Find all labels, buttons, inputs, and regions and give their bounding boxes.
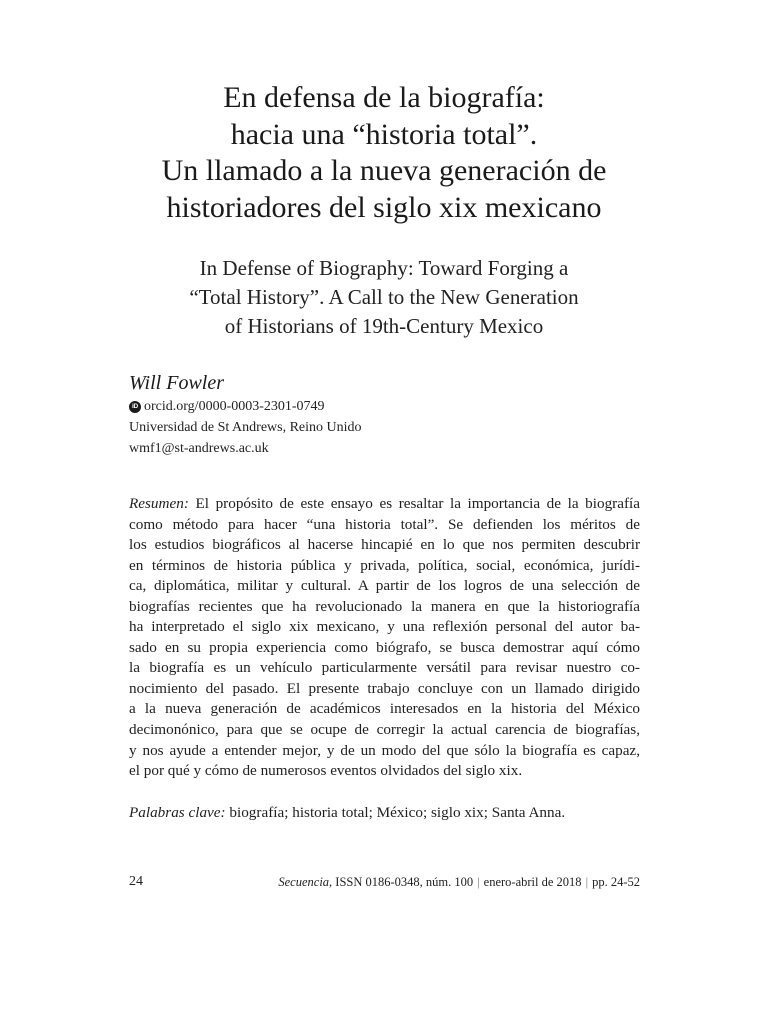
orcid-line[interactable] xyxy=(129,397,325,417)
abstract-line xyxy=(129,494,640,515)
spanish-title-line-1: En defensa de la biografía: xyxy=(223,81,545,114)
author-name: Will Fowler xyxy=(129,372,224,394)
abstract-line-text: El propósito de este ensayo es resaltar la importancia de la biografía xyxy=(188,495,640,512)
keywords-text: biografía; historia total; México; siglo xix; Santa Anna. xyxy=(225,804,566,821)
abstract-line: el por qué y cómo de numerosos eventos olvidados del siglo xix. xyxy=(129,762,523,780)
keywords-label: Palabras clave: xyxy=(129,804,226,821)
abstract xyxy=(129,494,640,782)
abstract-line: en términos de historia pública y privada, política, social, económica, jurídi- xyxy=(129,556,640,574)
abstract-line: decimonónico, para que se ocupe de corregir la actual carencia de biografías, xyxy=(129,721,640,739)
journal-date: enero-abril de 2018 xyxy=(483,875,582,889)
journal-name: Secuencia xyxy=(278,875,330,889)
orcid-icon: iD xyxy=(129,401,141,413)
english-title-line-1: In Defense of Biography: Toward Forging a xyxy=(199,256,569,280)
abstract-line: como método para hacer “una historia total”. Se defienden los méritos de xyxy=(129,515,640,533)
abstract-line: la biografía es un vehículo particularmente versátil para revisar nuestro co- xyxy=(129,659,640,677)
spanish-title-line-2: hacia una “historia total”. xyxy=(230,117,538,151)
spanish-title-line-3: Un llamado a la nueva generación de xyxy=(161,154,607,187)
spanish-title xyxy=(100,80,668,226)
author-email[interactable]: wmf1@st-andrews.ac.uk xyxy=(129,441,269,456)
page-number: 24 xyxy=(129,874,143,889)
journal-citation xyxy=(278,873,640,891)
footer-separator: | xyxy=(585,875,589,889)
journal-issn: , ISSN 0186-0348, núm. 100 xyxy=(329,875,474,889)
spanish-title-line-4: historiadores del siglo xix mexicano xyxy=(166,190,602,224)
abstract-line: y nos ayude a entender mejor, y de un modo del que sólo la biografía es capaz, xyxy=(129,741,640,759)
abstract-line: biografías recientes que ha revolucionado la manera en que la historiografía xyxy=(129,597,640,615)
page-range: pp. 24-52 xyxy=(592,875,640,889)
keywords xyxy=(129,803,565,823)
orcid-link[interactable]: orcid.org/0000-0003-2301-0749 xyxy=(144,399,325,414)
english-title xyxy=(120,254,648,341)
author-affiliation: Universidad de St Andrews, Reino Unido xyxy=(129,420,362,435)
abstract-line: a la nueva generación de académicos interesados en la historia del México xyxy=(129,700,640,718)
english-title-line-3: of Historians of 19th-Century Mexico xyxy=(224,314,544,338)
abstract-line: nocimiento del pasado. El presente trabajo concluye con un llamado dirigido xyxy=(129,679,640,697)
abstract-label: Resumen: xyxy=(129,495,189,512)
abstract-line: ha interpretado el siglo xix mexicano, y una reflexión personal del autor ba- xyxy=(129,618,640,636)
abstract-line: sado en su propia experiencia como biógrafo, se busca demostrar aquí cómo xyxy=(129,638,640,656)
footer-separator: | xyxy=(477,875,480,889)
abstract-line: los estudios biográficos al hacerse hincapié en lo que nos permiten descubrir xyxy=(129,536,640,554)
abstract-line: ca, diplomática, militar y cultural. A partir de los logros de una selección de xyxy=(129,577,640,595)
english-title-line-2: “Total History”. A Call to the New Generation xyxy=(189,285,579,309)
